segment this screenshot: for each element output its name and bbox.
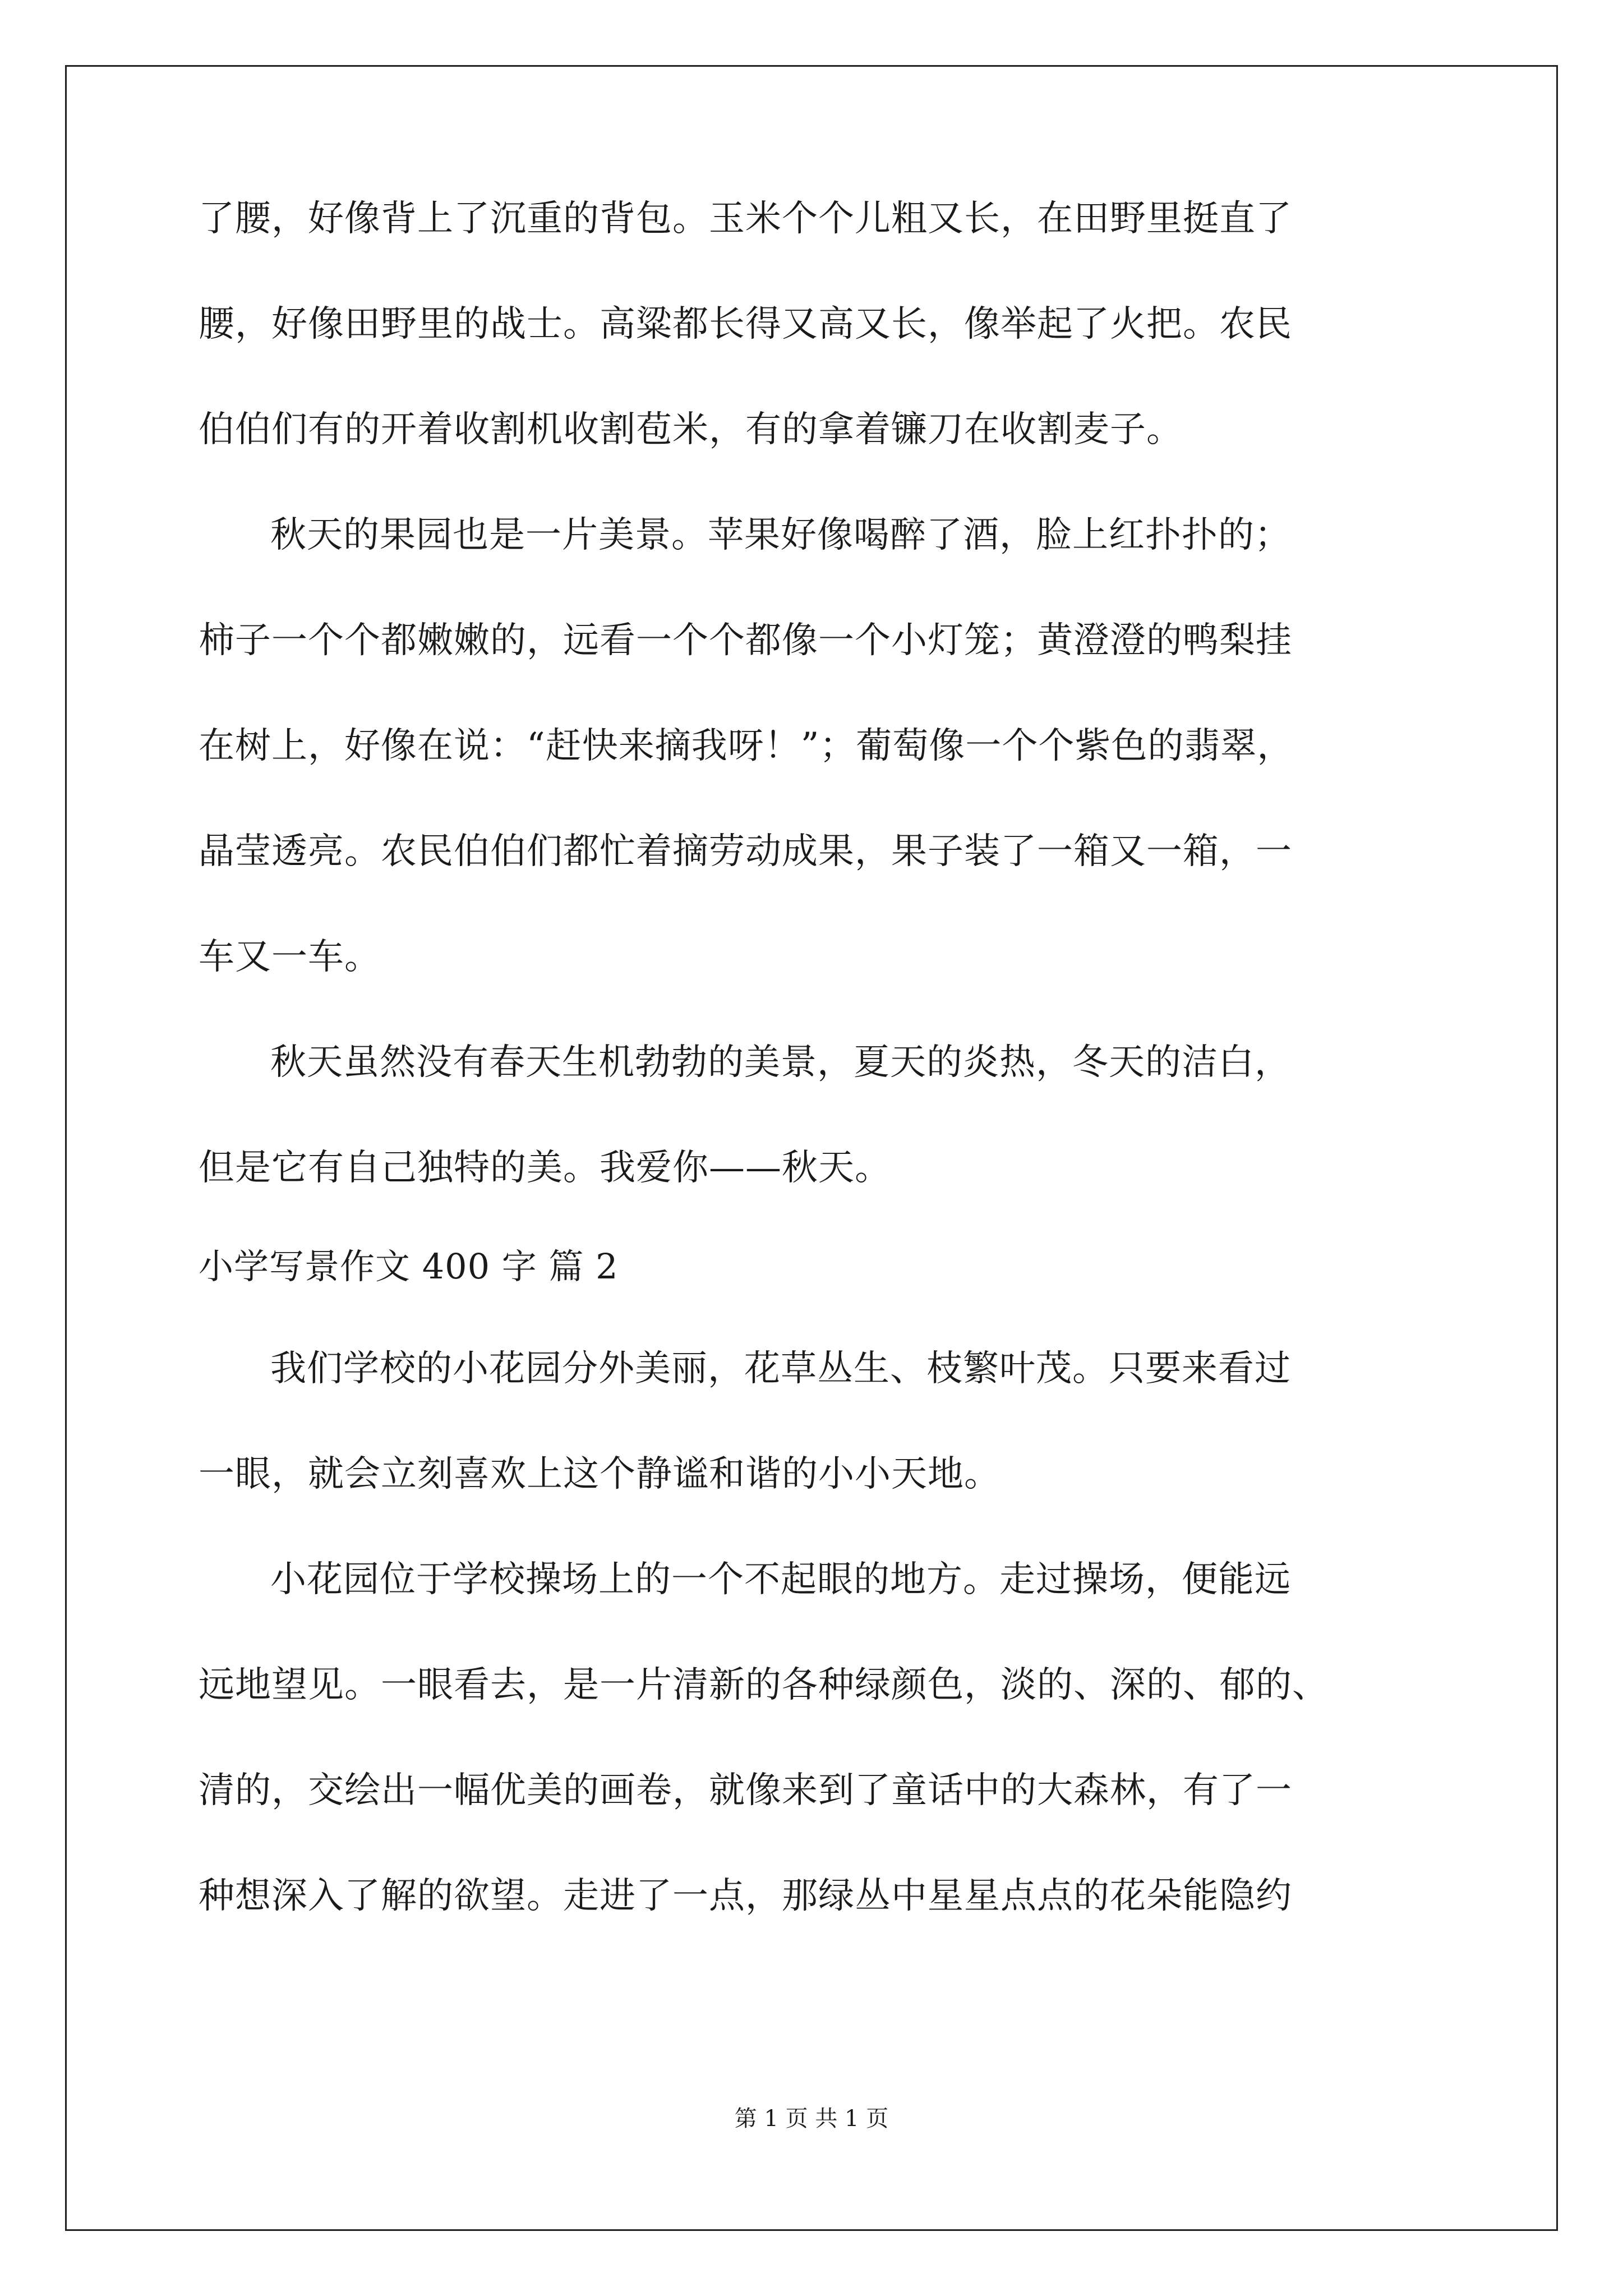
paragraph-start-line: 小花园位于学校操场上的一个不起眼的地方。走过操场，便能远 (270, 1559, 1291, 1600)
text-line: 车又一车。 (199, 936, 381, 978)
text-line: 一眼，就会立刻喜欢上这个静谧和谐的小小天地。 (199, 1453, 1000, 1495)
text-line: 了腰，好像背上了沉重的背包。玉米个个儿粗又长，在田野里挺直了 (199, 198, 1292, 240)
text-line: 晶莹透亮。农民伯伯们都忙着摘劳动成果，果子装了一箱又一箱，一 (199, 831, 1292, 872)
text-line: 但是它有自己独特的美。我爱你——秋天。 (199, 1147, 891, 1189)
text-line: 腰，好像田野里的战士。高粱都长得又高又长，像举起了火把。农民 (199, 303, 1292, 345)
text-line: 种想深入了解的欲望。走进了一点，那绿丛中星星点点的花朵能隐约 (199, 1875, 1292, 1917)
text-line: 清的，交绘出一幅优美的画卷，就像来到了童话中的大森林，有了一 (199, 1770, 1292, 1811)
section-heading: 小学写景作文 400 字 篇 2 (199, 1246, 619, 1287)
text-line: 在树上，好像在说：“赶快来摘我呀！”；葡萄像一个个紫色的翡翠， (199, 725, 1294, 767)
paragraph-start-line: 秋天虽然没有春天生机勃勃的美景，夏天的炎热，冬天的洁白， (270, 1042, 1291, 1083)
text-line: 伯伯们有的开着收割机收割苞米，有的拿着镰刀在收割麦子。 (199, 409, 1183, 450)
text-line: 柿子一个个都嫩嫩的，远看一个个都像一个小灯笼；黄澄澄的鸭梨挂 (199, 620, 1292, 661)
paragraph-start-line: 秋天的果园也是一片美景。苹果好像喝醉了酒，脸上红扑扑的； (270, 514, 1291, 556)
page-footer: 第 1 页 共 1 页 (734, 2106, 889, 2132)
text-line: 远地望见。一眼看去，是一片清新的各种绿颜色，淡的、深的、郁的、 (199, 1664, 1329, 1706)
paragraph-start-line: 我们学校的小花园分外美丽，花草丛生、枝繁叶茂。只要来看过 (270, 1348, 1291, 1389)
